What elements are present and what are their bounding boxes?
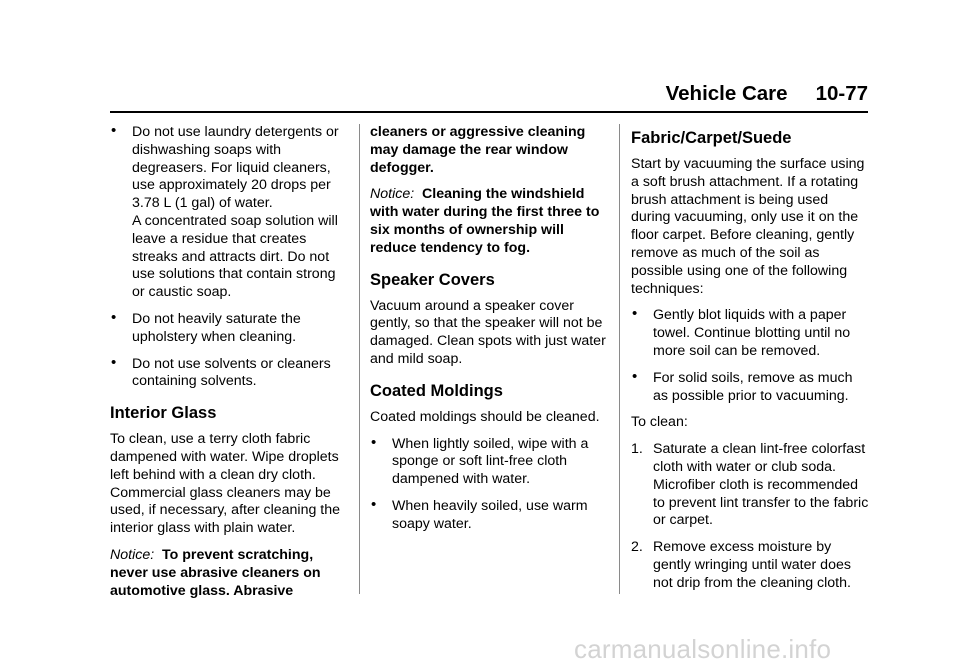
page-header <box>0 82 868 106</box>
step-number: 1. <box>631 441 643 458</box>
list-item: • When heavily soiled, use warm soapy water. <box>370 498 610 534</box>
to-clean-label: To clean: <box>631 414 688 431</box>
page-number: 10-77 <box>815 82 868 105</box>
notice <box>370 186 610 257</box>
notice-text: To prevent scratching, never use abrasive cleaners on automotive glass. Abrasive <box>110 546 321 599</box>
paragraph-speaker-covers: Vacuum around a speaker cover gently, so that the speaker will not be damaged. Clean spots with just water and mild soap. <box>370 297 606 367</box>
list-item: • Gently blot liquids with a paper towel. Continue blotting until no more soil can be removed. <box>631 307 871 360</box>
heading-interior-glass: Interior Glass <box>110 404 217 423</box>
list-item: • Do not heavily saturate the upholstery when cleaning. <box>110 311 350 347</box>
bullet-text: • Do not use laundry detergents or dishwashing soaps with degreasers. For liquid cleaners, use approximately 20 drops per 3.78 L (1 gal) of water. <box>132 124 339 212</box>
step-number: 2. <box>631 539 643 556</box>
heading-fabric-carpet-suede: Fabric/Carpet/Suede <box>631 129 792 147</box>
list-item <box>110 124 350 302</box>
column-2 <box>370 124 610 543</box>
bullet-continuation: A concentrated soap solution will leave a residue that creates streaks and attracts dirt. Do not use solutions that contain strong or caustic soap. <box>132 212 338 301</box>
notice-continuation: cleaners or aggressive cleaning may damage the rear window defogger. <box>370 124 586 176</box>
list-item: • For solid soils, remove as much as possible prior to vacuuming. <box>631 370 871 406</box>
column-3 <box>631 124 871 602</box>
paragraph-coated-moldings: Coated moldings should be cleaned. <box>370 408 600 425</box>
column-divider-1 <box>359 124 360 594</box>
list-item: • When lightly soiled, wipe with a sponge or soft lint-free cloth dampened with water. <box>370 436 610 489</box>
column-1 <box>110 124 350 609</box>
list-item: • Do not use solvents or cleaners containing solvents. <box>110 356 350 392</box>
step-item <box>631 441 871 530</box>
notice <box>110 547 350 600</box>
section-title: Vehicle Care <box>665 82 788 105</box>
notice-text: Cleaning the windshield with water during the first three to six months of ownership will reduce tendency to fog. <box>370 186 600 256</box>
column-divider-2 <box>619 124 620 594</box>
heading-speaker-covers: Speaker Covers <box>370 270 495 289</box>
step-text: Saturate a clean lint-free colorfast cloth with water or club soda. Microfiber cloth is recommended to prevent lint transfer to the fabric or carpet. <box>653 441 869 529</box>
paragraph-interior-glass: To clean, use a terry cloth fabric dampened with water. Wipe droplets left behind with a clean dry cloth. Commercial glass cleaners may be used, if necessary, after cleaning the interior glass with plain water. <box>110 431 341 537</box>
paragraph-fabric: Start by vacuuming the surface using a soft brush attachment. If a rotating brush attachment is being used during vacuuming, only use it on the floor carpet. Before cleaning, gently remove as much of the soil as possible using one of the following techniques: <box>631 156 865 297</box>
notice-label: Notice: <box>370 186 415 203</box>
notice-label: Notice: <box>110 546 155 563</box>
step-item <box>631 539 871 592</box>
header-rule <box>110 111 868 113</box>
heading-coated-moldings: Coated Moldings <box>370 381 503 400</box>
step-text: Remove excess moisture by gently wringing until water does not drip from the cleaning cloth. <box>653 539 851 591</box>
watermark: carmanualsonline.info <box>574 634 832 664</box>
